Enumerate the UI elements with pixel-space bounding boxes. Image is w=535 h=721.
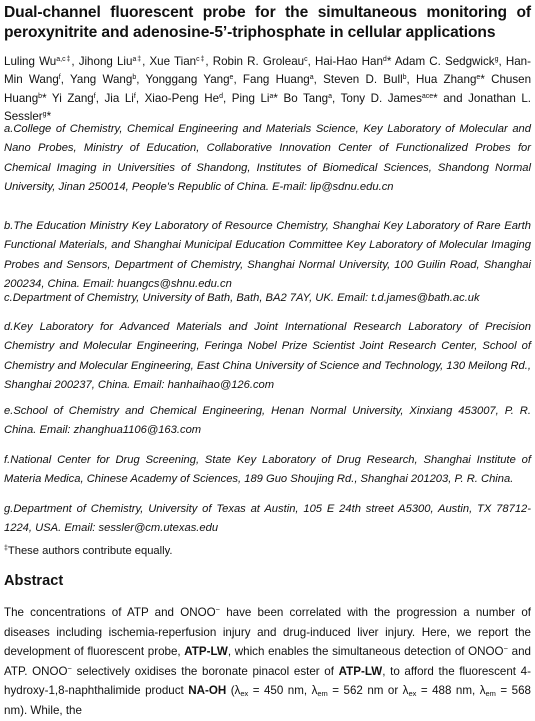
author-name: Ping Li xyxy=(231,91,270,105)
author xyxy=(315,55,395,68)
author-name: Luling Wu xyxy=(4,55,57,68)
author-name: Steven D. Bull xyxy=(323,73,403,87)
author-affiliation-mark: b xyxy=(402,74,407,82)
author-separator: , xyxy=(135,91,145,105)
author-affiliation-mark: a‡ xyxy=(132,56,143,63)
author xyxy=(323,73,416,86)
author xyxy=(104,92,144,105)
author-list xyxy=(4,53,531,127)
author xyxy=(243,73,323,86)
author-name: Yi Zang xyxy=(51,91,94,105)
author-affiliation-mark: a xyxy=(309,74,314,82)
abstract-fragment: , to afford the fluorescent 4-hydroxy-1,8-naphthalimide product xyxy=(4,664,531,698)
affiliation-e: e.School of Chemistry and Chemical Engineering, Henan Normal University, Xinxiang 453007, P. R. China. Email: zhanghua1106@163.com xyxy=(4,405,531,437)
abstract-fragment: (λ xyxy=(226,684,241,698)
author-affiliation-mark: a xyxy=(328,92,333,100)
author-separator: , xyxy=(332,91,341,105)
author-name: Jihong Liu xyxy=(78,55,133,68)
author-separator: , xyxy=(313,73,324,87)
author-name: Han-Min Wang xyxy=(4,55,531,87)
author-affiliation-mark: e xyxy=(476,74,481,82)
author-separator: , xyxy=(71,55,79,68)
author-name: Yonggang Yang xyxy=(145,73,230,87)
author xyxy=(149,55,212,68)
abstract-fragment: , which enables the simultaneous detection of ONOO xyxy=(227,645,504,659)
author xyxy=(145,92,232,105)
charge-superscript: − xyxy=(67,663,72,673)
author xyxy=(283,92,340,105)
author-separator: * and xyxy=(433,91,469,105)
affiliation-d: d.Key Laboratory for Advanced Materials and Joint International Research Laboratory of Precision Chemistry and Molecular Engineering, Feringa Nobel Prize Scientist Joint Research Center, School of Chemistry and Molecular Engineering, East China University of Science and Technology, 130 Meilong Rd., Shanghai 200237, China. Email: hanhaihao@126.com xyxy=(4,321,531,392)
author-separator: , xyxy=(60,73,70,87)
author xyxy=(341,92,469,105)
author-name: Tony D. James xyxy=(340,91,422,105)
affiliation-c: c.Department of Chemistry, University of Bath, Bath, BA2 7AY, UK. Email: t.d.james@bath.ac.uk xyxy=(4,292,480,304)
author xyxy=(52,92,105,105)
author-name: Chusen Huang xyxy=(4,73,532,105)
author-separator: , xyxy=(205,55,213,68)
equal-contribution-text: These authors contribute equally. xyxy=(7,545,173,557)
abstract-fragment: selectively oxidises the boronate pinacol ester of xyxy=(71,664,339,678)
abstract-fragment: = 488 nm, λ xyxy=(416,684,486,698)
author-affiliation-mark: c‡ xyxy=(196,56,206,63)
abstract-text xyxy=(4,603,531,721)
probe-name: ATP-LW xyxy=(184,645,228,659)
author-affiliation-mark: ace xyxy=(421,92,434,100)
affiliation-b: b.The Education Ministry Key Laboratory of Resource Chemistry, Shanghai Key Laboratory of Rare Earth Functional Materials, and Shanghai Municipal Education Committee Key Laboratory of Molecular Imaging Probes and Sensors, Department of Chemistry, Shanghai Normal University, 100 Guilin Road, Shanghai 200234, China. Email: huangcs@shnu.edu.cn xyxy=(4,220,531,291)
author-name: Jonathan L. Sessler xyxy=(4,91,531,124)
author xyxy=(145,73,242,86)
author-affiliation-mark: f xyxy=(133,92,136,100)
author-separator: * xyxy=(273,91,284,105)
probe-name: ATP-LW xyxy=(338,664,383,678)
affiliation-f: f.National Center for Drug Screening, State Key Laboratory of Drug Research, Shanghai Institute of Materia Medica, Chinese Academy of Sciences, 189 Guo Shoujing Rd., Shanghai 201203, P. R. China. xyxy=(4,454,531,486)
charge-superscript: − xyxy=(503,644,508,654)
author-name: Hua Zhang xyxy=(416,73,477,87)
author-name: Hai-Hao Han xyxy=(314,55,383,68)
author-separator: , xyxy=(406,73,417,87)
author-name: Bo Tang xyxy=(283,91,329,105)
author-affiliation-mark: g xyxy=(494,56,499,63)
abstract-fragment: The concentrations of ATP and ONOO xyxy=(4,606,216,619)
emission-subscript: em xyxy=(317,689,328,699)
author-separator: * xyxy=(480,73,492,87)
abstract-fragment: = 450 nm, λ xyxy=(248,684,318,698)
affiliation-g: g.Department of Chemistry, University of Texas at Austin, 105 E 24th street A5300, Austin, TX 78712-1224, USA. Email: sessler@cm.utexas.edu xyxy=(4,503,531,535)
author-separator: * xyxy=(46,110,52,124)
author-affiliation-mark: b xyxy=(38,92,43,100)
excitation-subscript: ex xyxy=(408,689,417,699)
author xyxy=(4,55,79,68)
author-affiliation-mark: f xyxy=(58,74,61,82)
author xyxy=(232,92,284,105)
abstract-fragment: = 562 nm or λ xyxy=(327,684,409,698)
author-separator: , xyxy=(222,91,232,105)
author-name: Fang Huang xyxy=(242,73,310,87)
author-name: Xue Tian xyxy=(149,55,197,68)
double-dagger-mark: ‡ xyxy=(4,545,8,552)
affiliation-a: a.College of Chemistry, Chemical Engineering and Materials Science, Key Laboratory of Molecular and Nano Probes, Ministry of Education, Collaborative Innovation Center of Functionalized Probes for Chemical Imaging in Universities of Shandong, Institutes of Biomedical Sciences, Shandong Normal University, Jinan 250014, People's Republic of China. E-mail: lip@sdnu.edu.cn xyxy=(4,123,531,194)
author-affiliation-mark: c xyxy=(304,56,308,63)
author-separator: , xyxy=(307,55,315,68)
emission-subscript: em xyxy=(485,689,496,699)
abstract-fragment: and ATP. ONOO xyxy=(4,645,531,678)
author-affiliation-mark: e xyxy=(229,74,234,82)
author xyxy=(395,55,506,68)
author xyxy=(70,73,145,86)
author-separator: , xyxy=(95,91,105,105)
author-separator: , xyxy=(136,73,146,87)
excitation-subscript: ex xyxy=(240,689,249,699)
charge-superscript: − xyxy=(215,605,221,614)
author xyxy=(213,55,315,68)
author xyxy=(416,73,491,86)
abstract-fragment: have been correlated with the progression a number of diseases including ischemia-reperfusion injury and drug-induced liver injury. Here, we report the development of fluorescent probe, xyxy=(4,606,532,659)
author-affiliation-mark: a xyxy=(269,92,274,100)
author-affiliation-mark: f xyxy=(93,92,96,100)
author-name: Jia Li xyxy=(104,91,134,105)
author-separator: * xyxy=(386,55,395,68)
author-name: Yang Wang xyxy=(70,73,133,87)
author-affiliation-mark: d xyxy=(219,92,223,100)
author xyxy=(79,55,150,68)
author-affiliation-mark: a,c‡ xyxy=(56,56,72,63)
author-affiliation-mark: d xyxy=(382,56,387,63)
abstract-heading: Abstract xyxy=(4,573,64,589)
author-separator: , xyxy=(498,55,506,68)
author-affiliation-mark: g xyxy=(42,111,47,119)
author-separator: * xyxy=(42,91,52,105)
paper-title: Dual-channel fluorescent probe for the simultaneous monitoring of peroxynitrite and adenosine-5’-triphosphate in cellular applications xyxy=(4,4,531,41)
author-name: Xiao-Peng He xyxy=(144,91,220,105)
author-separator: , xyxy=(233,73,243,87)
abstract-fragment: = 568 nm). While, the xyxy=(4,684,531,717)
author-name: Adam C. Sedgwick xyxy=(394,55,495,68)
author-name: Robin R. Groleau xyxy=(212,55,305,68)
author-separator: , xyxy=(142,55,150,68)
author-affiliation-mark: b xyxy=(132,74,137,82)
equal-contribution-note xyxy=(4,543,531,559)
product-name: NA-OH xyxy=(188,684,227,698)
